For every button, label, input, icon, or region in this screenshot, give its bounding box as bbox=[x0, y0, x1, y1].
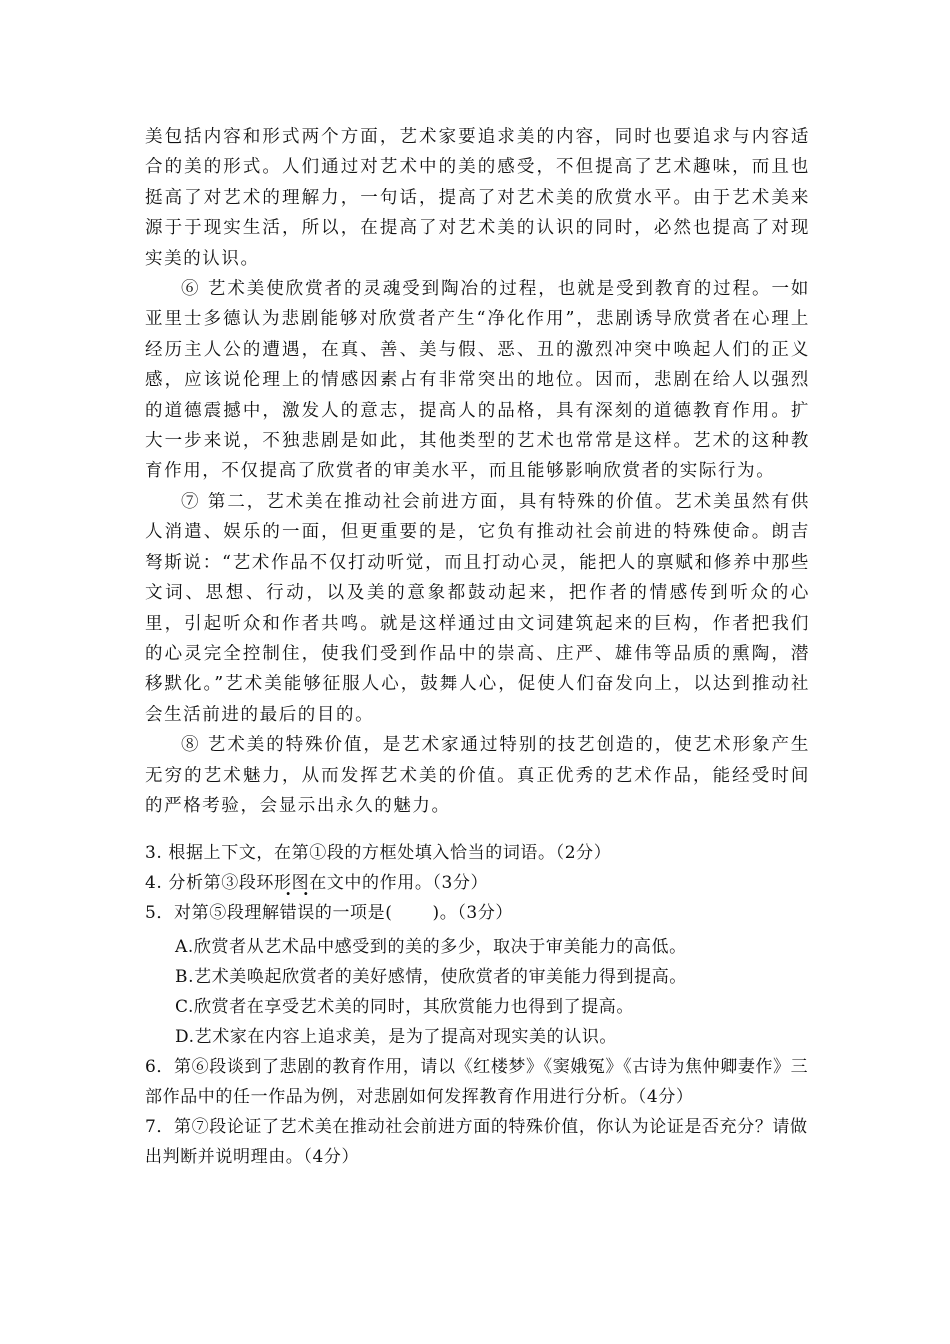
option-d[interactable]: D.艺术家在内容上追求美，是为了提高对现实美的认识。 bbox=[175, 1027, 618, 1047]
question-5-mid: 的一项是( bbox=[314, 903, 393, 923]
reading-passage bbox=[145, 122, 810, 821]
paragraph-8: ⑧ 艺术美的特殊价值，是艺术家通过特别的技艺创造的，使艺术形象产生无穷的艺术魅力，从而发挥艺术美的价值。真正优秀的艺术作品，能经受时间的严格考验，会显示出永久的魅力。 bbox=[145, 735, 810, 816]
option-b[interactable]: B.艺术美唤起欣赏者的美好感情，使欣赏者的审美能力得到提高。 bbox=[175, 967, 687, 987]
option-c[interactable]: C.欣赏者在享受艺术美的同时，其欣赏能力也得到了提高。 bbox=[175, 997, 635, 1017]
question-5-suffix: )。（3分） bbox=[432, 903, 514, 923]
question-list bbox=[145, 838, 810, 1172]
question-3: 3. 根据上下文，在第①段的方框处填入恰当的词语。（2分） bbox=[145, 843, 612, 863]
paragraph-5-continued: 美包括内容和形式两个方面，艺术家要追求美的内容，同时也要追求与内容适合的美的形式。人们通过对艺术中的美的感受，不但提高了艺术趣味，而且也挺高了对艺术的理解力，一句话，提高了对艺术美的欣赏水平。由于艺术美来源于于现实生活，所以，在提高了对艺术美的认识的同时，必然也提高了对现实美的认识。 bbox=[145, 127, 810, 269]
emphasis-char-2: 误 bbox=[297, 903, 315, 923]
question-5-prefix: 5．对第⑤段理解 bbox=[145, 903, 280, 923]
question-5-options bbox=[175, 932, 810, 1052]
emphasis-char-1: 错 bbox=[279, 903, 298, 923]
paragraph-6: ⑥ 艺术美使欣赏者的灵魂受到陶冶的过程，也就是受到教育的过程。一如亚里士多德认为悲剧能够对欣赏者产生“净化作用”，悲剧诱导欣赏者在心理上经历主人公的遭遇，在真、善、美与假、恶、丑的激烈冲突中唤起人们的正义感，应该说伦理上的情感因素占有非常突出的地位。因而，悲剧在给人以强烈的道德震撼中，激发人的意志，提高人的品格，具有深刻的道德教育作用。扩大一步来说，不独悲剧是如此，其他类型的艺术也常常是这样。艺术的这种教育作用，不仅提高了欣赏者的审美水平，而且能够影响欣赏者的实际行为。 bbox=[145, 279, 810, 482]
question-6: 6．第⑥段谈到了悲剧的教育作用，请以《红楼梦》《窦娥冤》《古诗为焦仲卿妻作》三部作品中的任一作品为例，对悲剧如何发挥教育作用进行分析。（4分） bbox=[145, 1057, 809, 1107]
option-a[interactable]: A.欣赏者从艺术品中感受到的美的多少，取决于审美能力的高低。 bbox=[175, 937, 687, 957]
question-5 bbox=[145, 898, 810, 928]
question-4: 4. 分析第③段环形图在文中的作用。（3分） bbox=[145, 873, 489, 893]
question-7: 7．第⑦段论证了艺术美在推动社会前进方面的特殊价值，你认为论证是否充分？请做出判断并说明理由。（4分） bbox=[145, 1117, 808, 1167]
paragraph-7: ⑦ 第二，艺术美在推动社会前进方面，具有特殊的价值。艺术美虽然有供人消遣、娱乐的一面，但更重要的是，它负有推动社会前进的特殊使命。朗吉弩斯说：“艺术作品不仅打动听觉，而且打动心灵，能把人的禀赋和修养中那些文词、思想、行动，以及美的意象都鼓动起来，把作者的情感传到听众的心里，引起听众和作者共鸣。就是这样通过由文词建筑起来的巨构，作者把我们的心灵完全控制住，使我们受到作品中的崇高、庄严、雄伟等品质的熏陶，潜移默化。”艺术美能够征服人心，鼓舞人心，促使人们奋发向上，以达到推动社会生活前进的最后的目的。 bbox=[145, 491, 810, 725]
